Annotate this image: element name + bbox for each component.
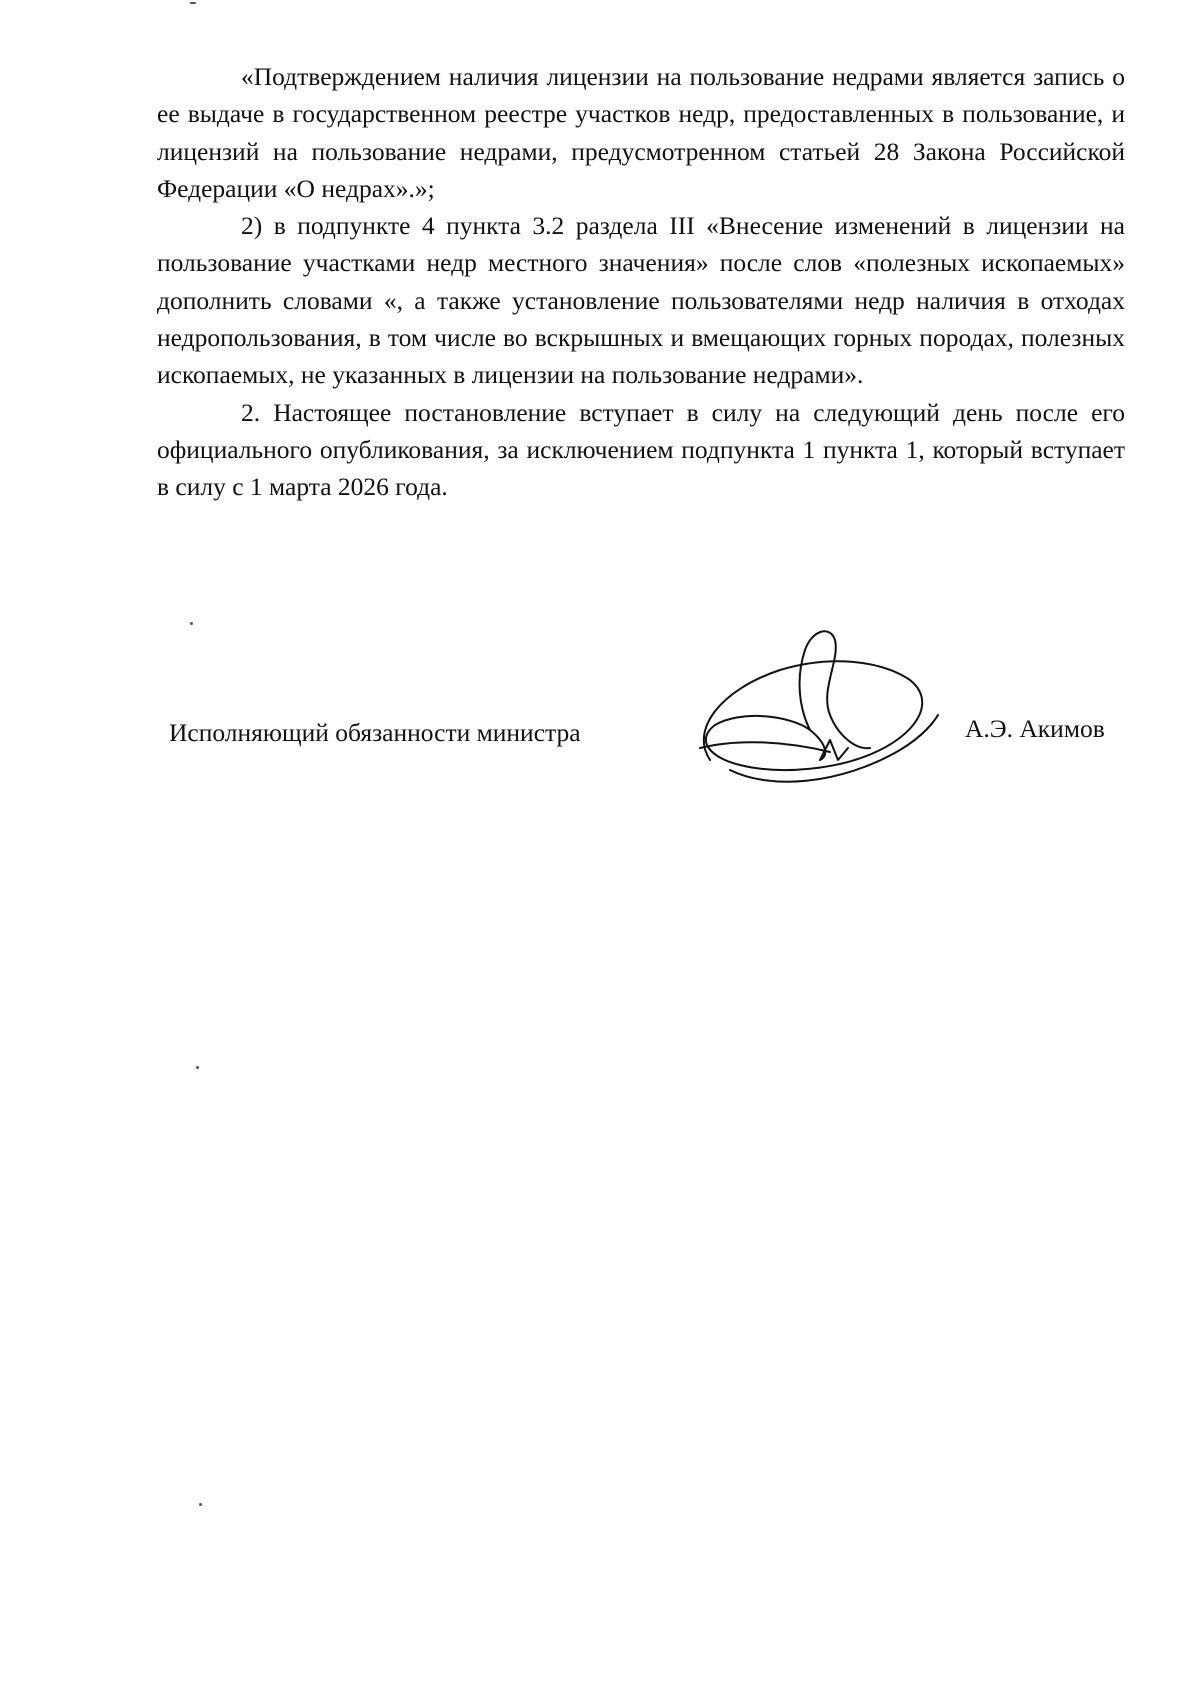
scan-speck	[190, 2, 196, 4]
signatory-name: А.Э. Акимов	[965, 714, 1105, 743]
paragraph-entry-into-force: 2. Настоящее постановление вступает в силу на следующий день после его официального опубликования, за исключением подпункта 1 пункта 1, который вступает в силу с 1 марта 2026 года.	[157, 397, 1125, 502]
handwritten-signature	[680, 620, 940, 795]
paragraph-license-confirmation: «Подтверждением наличия лицензии на пользование недрами является запись о ее выдаче в государственном реестре участков недр, предоставленных в пользование, и лицензий на пользование недрами, предусмотренном статьей 28 Закона Российской Федерации «О недрах».»;	[157, 62, 1125, 203]
document-body	[157, 58, 1125, 506]
scan-speck	[196, 1066, 199, 1069]
signatory-position: Исполняющий обязанности министра	[169, 718, 581, 747]
scan-speck	[190, 622, 193, 625]
scan-speck	[199, 1503, 202, 1506]
signature-block	[0, 700, 1200, 800]
paragraph-amendment-subitem-2: 2) в подпункте 4 пункта 3.2 раздела III «Внесение изменений в лицензии на пользование участками недр местного значения» после слов «полезных ископаемых» дополнить словами «, а также установление пользователями недр наличия в отходах недропользования, в том числе во вскрышных и вмещающих горных породах, полезных ископаемых, не указанных в лицензии на пользование недрами».	[157, 211, 1125, 390]
